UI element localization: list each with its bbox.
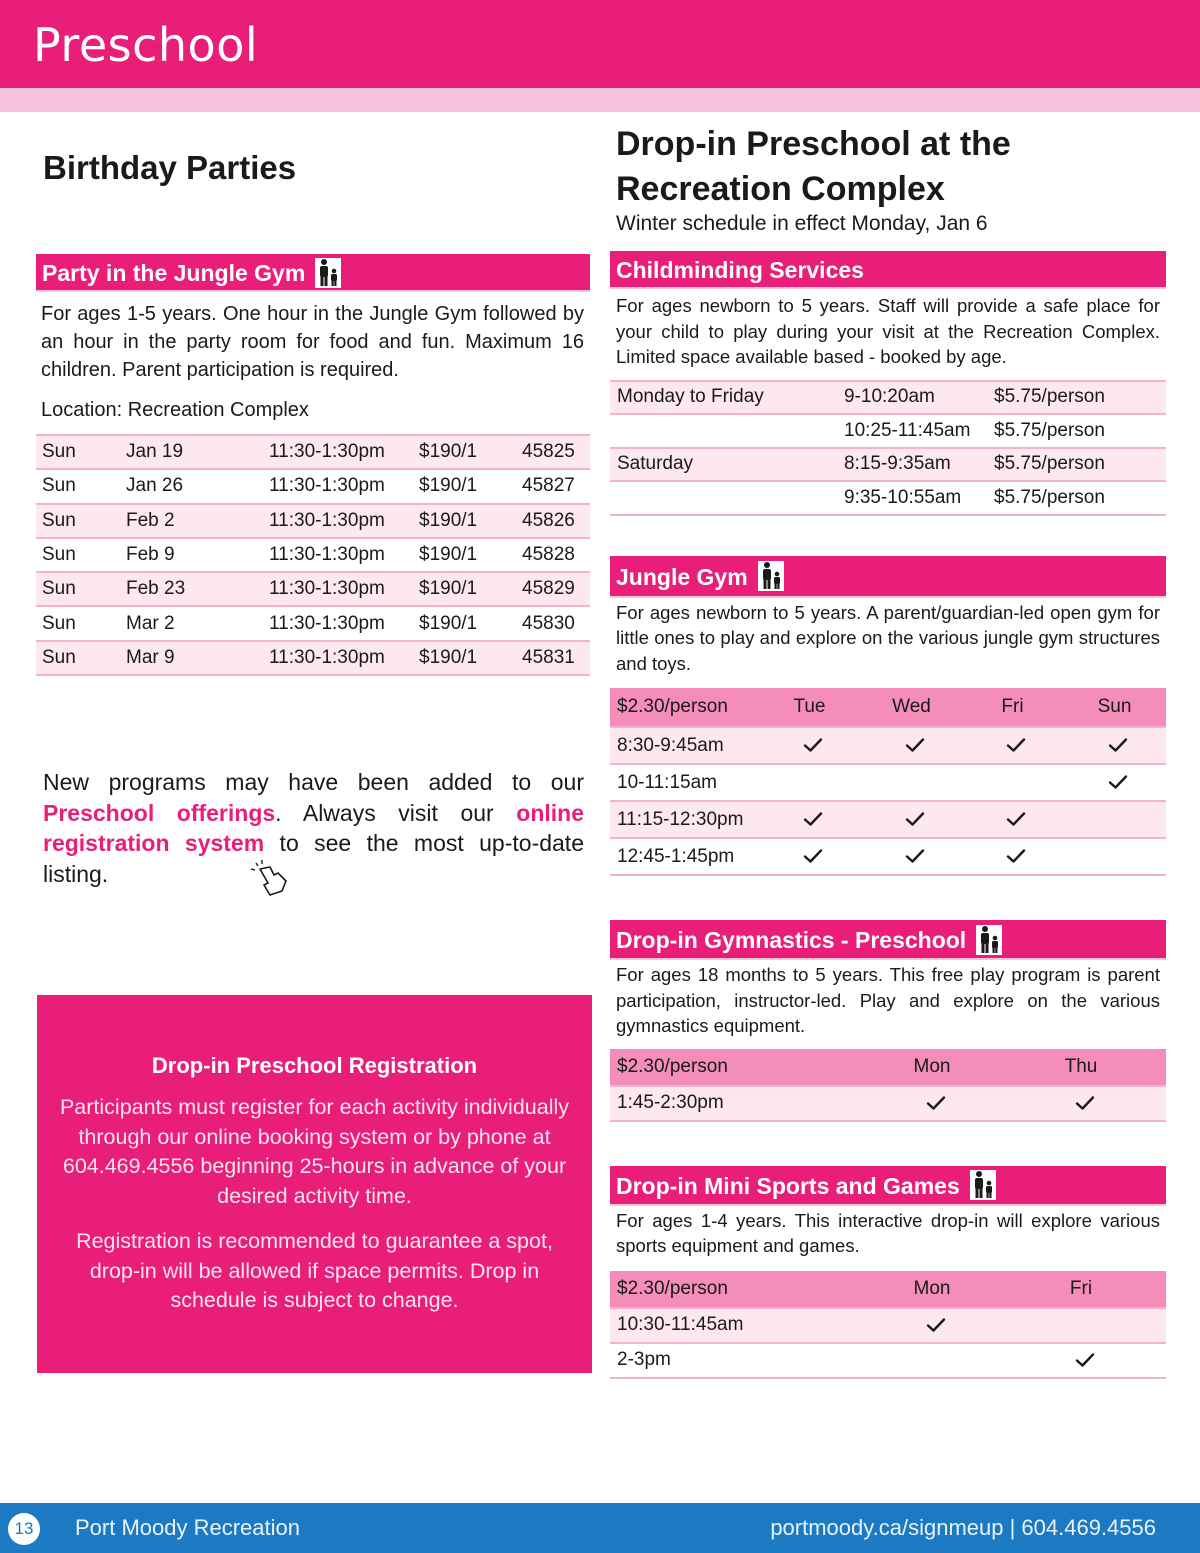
table-row (36, 606, 590, 640)
party-time: 11:30-1:30pm (263, 572, 413, 606)
table-row (610, 727, 1166, 764)
party-day: Sun (36, 641, 120, 675)
table-row (36, 504, 590, 538)
childminding-bar (610, 251, 1166, 289)
table-header-row (610, 1271, 1166, 1308)
left-column (36, 112, 590, 887)
table-row (610, 1086, 1166, 1121)
checkmark-icon (758, 727, 861, 764)
programs-notice: New programs may have been added to our Preschool offerings. Always visit our online registration system to see the most up-to-date listing. (43, 769, 585, 887)
mini-sports-table (610, 1271, 1166, 1379)
day-header: Mon (868, 1049, 996, 1086)
time-slot: 12:45-1:45pm (610, 838, 758, 875)
empty-cell (1063, 838, 1166, 875)
table-row (610, 764, 1166, 801)
empty-cell (996, 1308, 1166, 1343)
checkmark-icon (758, 801, 861, 838)
checkmark-icon (962, 801, 1063, 838)
price-header: $2.30/person (610, 688, 758, 727)
checkmark-icon (861, 838, 962, 875)
footer-org: Port Moody Recreation (75, 1515, 300, 1540)
time-slot: 10:30-11:45am (610, 1308, 868, 1343)
party-price: $190/1 (413, 538, 516, 572)
table-row (610, 1343, 1166, 1378)
childminding-day: Saturday (610, 448, 837, 482)
party-date: Mar 9 (120, 641, 263, 675)
checkmark-icon (868, 1308, 996, 1343)
party-date: Feb 2 (120, 504, 263, 538)
party-price: $190/1 (413, 469, 516, 503)
party-code: 45829 (516, 572, 590, 606)
price-header: $2.30/person (610, 1049, 868, 1086)
table-row (610, 1308, 1166, 1343)
checkmark-icon (962, 838, 1063, 875)
preschool-offerings-link[interactable]: Preschool offerings (43, 799, 276, 826)
party-price: $190/1 (413, 504, 516, 538)
party-day: Sun (36, 469, 120, 503)
childminding-description: For ages newborn to 5 years. Staff will provide a safe place for your child to play during your visit at the Recreation Complex. Limited space available based - booked by age. (616, 295, 1160, 367)
party-price: $190/1 (413, 641, 516, 675)
party-date: Feb 23 (120, 572, 263, 606)
day-header: Thu (996, 1049, 1166, 1086)
checkmark-icon (996, 1343, 1166, 1378)
family-icon (976, 925, 1002, 955)
day-header: Fri (996, 1271, 1166, 1308)
online-registration-link[interactable]: online registration system (43, 799, 585, 856)
table-row (36, 538, 590, 572)
party-time: 11:30-1:30pm (263, 538, 413, 572)
header-accent-strip (0, 88, 1200, 112)
winter-schedule-note: Winter schedule in effect Monday, Jan 6 (616, 212, 988, 235)
empty-cell (868, 1343, 996, 1378)
table-row (36, 572, 590, 606)
footer-contact-link[interactable]: portmoody.ca/signmeup | 604.469.4556 (770, 1515, 1156, 1540)
table-row (36, 469, 590, 503)
day-header: Tue (758, 688, 861, 727)
family-icon (315, 258, 341, 288)
time-slot: 2-3pm (610, 1343, 868, 1378)
time-slot: 11:15-12:30pm (610, 801, 758, 838)
childminding-title: Childminding Services (616, 257, 864, 283)
party-date: Jan 19 (120, 435, 263, 469)
table-row (36, 435, 590, 469)
party-time: 11:30-1:30pm (263, 504, 413, 538)
childminding-time: 10:25-11:45am (837, 414, 987, 448)
checkmark-icon (1063, 727, 1166, 764)
party-location: Location: Recreation Complex (41, 399, 309, 421)
jungle-gym-table (610, 688, 1166, 876)
party-title: Party in the Jungle Gym (42, 260, 306, 286)
registration-text-2: Registration is recommended to guarantee a spot, drop-in will be allowed if space permits. Drop in schedule is subject to change. (76, 1229, 553, 1312)
day-header: Sun (1063, 688, 1166, 727)
party-date: Feb 9 (120, 538, 263, 572)
table-row (610, 801, 1166, 838)
page-title: Preschool (33, 18, 259, 72)
party-description: For ages 1-5 years. One hour in the Jungle Gym followed by an hour in the party room for food and fun. Maximum 16 children. Parent participation is required. (41, 303, 584, 381)
checkmark-icon (1063, 764, 1166, 801)
childminding-price: $5.75/person (987, 448, 1166, 482)
day-header: Fri (962, 688, 1063, 727)
table-row (36, 641, 590, 675)
party-day: Sun (36, 538, 120, 572)
childminding-price: $5.75/person (987, 381, 1166, 415)
party-price: $190/1 (413, 572, 516, 606)
party-code: 45826 (516, 504, 590, 538)
table-row (610, 838, 1166, 875)
family-icon (758, 561, 784, 591)
gymnastics-description: For ages 18 months to 5 years. This free play program is parent participation, instructor-led. Play and explore on the various gymnastics equipment. (616, 964, 1160, 1036)
pointer-hand-icon (248, 859, 292, 904)
party-day: Sun (36, 435, 120, 469)
dropin-heading: Drop-in Preschool at the Recreation Complex (616, 125, 1011, 208)
party-date: Mar 2 (120, 606, 263, 640)
mini-sports-title: Drop-in Mini Sports and Games (616, 1172, 960, 1199)
birthday-parties-heading: Birthday Parties (43, 149, 297, 186)
table-header-row (610, 688, 1166, 727)
childminding-day (610, 481, 837, 515)
party-time: 11:30-1:30pm (263, 469, 413, 503)
party-code: 45830 (516, 606, 590, 640)
table-row (610, 381, 1166, 415)
page-header-bar (0, 0, 1200, 88)
party-code: 45828 (516, 538, 590, 572)
childminding-time: 9:35-10:55am (837, 481, 987, 515)
time-slot: 1:45-2:30pm (610, 1086, 868, 1121)
table-row (610, 414, 1166, 448)
checkmark-icon (996, 1086, 1166, 1121)
mini-sports-description: For ages 1-4 years. This interactive drop-in will explore various sports equipment and games. (616, 1209, 1160, 1256)
day-header: Mon (868, 1271, 996, 1308)
time-slot: 8:30-9:45am (610, 727, 758, 764)
empty-cell (861, 764, 962, 801)
table-header-row (610, 1049, 1166, 1086)
checkmark-icon (861, 727, 962, 764)
party-price: $190/1 (413, 435, 516, 469)
registration-info-box (37, 995, 592, 1373)
childminding-time: 8:15-9:35am (837, 448, 987, 482)
page-footer (0, 1503, 1200, 1553)
party-schedule-table (36, 434, 590, 676)
party-day: Sun (36, 606, 120, 640)
checkmark-icon (962, 727, 1063, 764)
checkmark-icon (861, 801, 962, 838)
jungle-gym-bar (610, 556, 1166, 598)
party-time: 11:30-1:30pm (263, 641, 413, 675)
right-column (610, 112, 1166, 1379)
party-code: 45825 (516, 435, 590, 469)
party-code: 45827 (516, 469, 590, 503)
party-time: 11:30-1:30pm (263, 606, 413, 640)
mini-sports-bar (610, 1166, 1166, 1206)
gymnastics-title: Drop-in Gymnastics - Preschool (616, 927, 967, 953)
party-price: $190/1 (413, 606, 516, 640)
party-day: Sun (36, 504, 120, 538)
page-number: 13 (8, 1513, 40, 1545)
party-date: Jan 26 (120, 469, 263, 503)
childminding-table (610, 380, 1166, 516)
checkmark-icon (868, 1086, 996, 1121)
jungle-gym-title: Jungle Gym (616, 563, 748, 590)
registration-title: Drop-in Preschool Registration (151, 1053, 478, 1078)
family-icon (970, 1170, 996, 1200)
empty-cell (1063, 801, 1166, 838)
gymnastics-table (610, 1049, 1166, 1122)
childminding-price: $5.75/person (987, 481, 1166, 515)
party-day: Sun (36, 572, 120, 606)
childminding-price: $5.75/person (987, 414, 1166, 448)
registration-text-1: Participants must register for each activity individually through our online booking system or by phone at 604.469.4556 beginning 25-hours in advance of your desired activity time. (59, 1095, 570, 1208)
time-slot: 10-11:15am (610, 764, 758, 801)
checkmark-icon (758, 838, 861, 875)
table-row (610, 448, 1166, 482)
party-code: 45831 (516, 641, 590, 675)
empty-cell (758, 764, 861, 801)
jungle-gym-description: For ages newborn to 5 years. A parent/guardian-led open gym for little ones to play and explore on the various jungle gym structures and toys. (616, 601, 1160, 674)
childminding-day (610, 414, 837, 448)
price-header: $2.30/person (610, 1271, 868, 1308)
gymnastics-bar (610, 920, 1166, 960)
party-jungle-gym-bar (36, 254, 590, 292)
childminding-day: Monday to Friday (610, 381, 837, 415)
party-time: 11:30-1:30pm (263, 435, 413, 469)
childminding-time: 9-10:20am (837, 381, 987, 415)
empty-cell (962, 764, 1063, 801)
table-row (610, 481, 1166, 515)
day-header: Wed (861, 688, 962, 727)
